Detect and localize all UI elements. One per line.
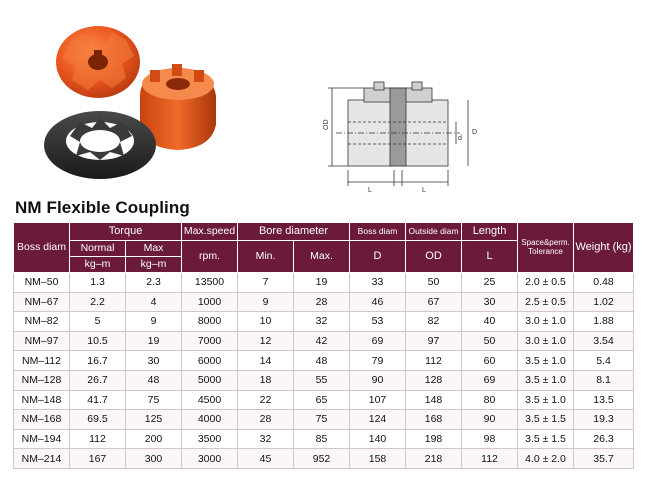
cell-weight: 1.02 <box>574 292 634 312</box>
spider-element <box>44 111 156 179</box>
cell-max-speed: 13500 <box>182 273 238 293</box>
header-boss-diam-col: Boss diam <box>350 223 406 241</box>
cell-length: 25 <box>462 273 518 293</box>
technical-drawing <box>318 70 488 198</box>
cell-tolerance: 3.5 ± 1.0 <box>518 390 574 410</box>
cell-max-speed: 5000 <box>182 370 238 390</box>
dim-label-l-left: L <box>368 187 372 194</box>
cell-length: 90 <box>462 410 518 430</box>
cell-bore-min: 32 <box>238 429 294 449</box>
cell-torque-normal: 26.7 <box>70 370 126 390</box>
cell-torque-normal: 2.2 <box>70 292 126 312</box>
cell-length: 112 <box>462 449 518 469</box>
cell-torque-normal: 10.5 <box>70 331 126 351</box>
product-photo <box>0 0 300 200</box>
cell-max-speed: 6000 <box>182 351 238 371</box>
cell-bore-max: 85 <box>294 429 350 449</box>
header-max: Max <box>126 241 182 257</box>
cell-bore-max: 48 <box>294 351 350 371</box>
cell-torque-max: 4 <box>126 292 182 312</box>
table-row <box>14 449 634 469</box>
cell-length: 98 <box>462 429 518 449</box>
header-torque: Torque <box>70 223 182 241</box>
cell-torque-normal: 167 <box>70 449 126 469</box>
cell-model: NM–214 <box>14 449 70 469</box>
cell-torque-max: 200 <box>126 429 182 449</box>
cell-boss-d: 158 <box>350 449 406 469</box>
cell-tolerance: 2.5 ± 0.5 <box>518 292 574 312</box>
cell-tolerance: 4.0 ± 2.0 <box>518 449 574 469</box>
cell-model: NM–148 <box>14 390 70 410</box>
header-max-speed: Max.speed <box>182 223 238 241</box>
cell-od: 198 <box>406 429 462 449</box>
cell-model: NM–194 <box>14 429 70 449</box>
cell-length: 80 <box>462 390 518 410</box>
header-kgm-normal: kg–m <box>70 257 126 273</box>
header-length: Length <box>462 223 518 241</box>
table-row <box>14 292 634 312</box>
cell-weight: 5.4 <box>574 351 634 371</box>
cell-bore-max: 55 <box>294 370 350 390</box>
cell-bore-max: 19 <box>294 273 350 293</box>
cell-bore-max: 32 <box>294 312 350 332</box>
cell-bore-min: 14 <box>238 351 294 371</box>
cell-bore-min: 22 <box>238 390 294 410</box>
table-row <box>14 331 634 351</box>
cell-model: NM–128 <box>14 370 70 390</box>
cell-boss-d: 107 <box>350 390 406 410</box>
header-l: L <box>462 241 518 273</box>
cell-tolerance: 3.5 ± 1.0 <box>518 351 574 371</box>
header-rpm: rpm. <box>182 241 238 273</box>
cell-bore-max: 952 <box>294 449 350 469</box>
cell-tolerance: 3.5 ± 1.5 <box>518 429 574 449</box>
cell-boss-d: 69 <box>350 331 406 351</box>
cell-bore-max: 75 <box>294 410 350 430</box>
cell-length: 50 <box>462 331 518 351</box>
cell-bore-min: 7 <box>238 273 294 293</box>
cell-torque-max: 2.3 <box>126 273 182 293</box>
cell-torque-normal: 69.5 <box>70 410 126 430</box>
cell-length: 40 <box>462 312 518 332</box>
cell-tolerance: 3.0 ± 1.0 <box>518 331 574 351</box>
cell-boss-d: 53 <box>350 312 406 332</box>
cell-weight: 35.7 <box>574 449 634 469</box>
header-od: OD <box>406 241 462 273</box>
table-row <box>14 410 634 430</box>
cell-bore-min: 12 <box>238 331 294 351</box>
cell-torque-normal: 5 <box>70 312 126 332</box>
cell-torque-normal: 112 <box>70 429 126 449</box>
cell-torque-normal: 1.3 <box>70 273 126 293</box>
cell-torque-max: 75 <box>126 390 182 410</box>
cell-torque-max: 48 <box>126 370 182 390</box>
cell-bore-max: 65 <box>294 390 350 410</box>
cell-model: NM–50 <box>14 273 70 293</box>
cell-max-speed: 4500 <box>182 390 238 410</box>
cell-bore-min: 9 <box>238 292 294 312</box>
dim-label-d-bore: d <box>458 135 462 142</box>
table-row <box>14 273 634 293</box>
cell-weight: 3.54 <box>574 331 634 351</box>
cell-torque-normal: 16.7 <box>70 351 126 371</box>
cell-bore-min: 10 <box>238 312 294 332</box>
header-kgm-max: kg–m <box>126 257 182 273</box>
header-boss-diam: Boss diam <box>14 223 70 273</box>
cell-length: 60 <box>462 351 518 371</box>
cell-bore-min: 18 <box>238 370 294 390</box>
spec-table <box>13 222 634 469</box>
cell-od: 67 <box>406 292 462 312</box>
cell-bore-min: 45 <box>238 449 294 469</box>
cell-model: NM–97 <box>14 331 70 351</box>
cell-boss-d: 90 <box>350 370 406 390</box>
table-row <box>14 351 634 371</box>
header-min-bore: Min. <box>238 241 294 273</box>
cell-od: 168 <box>406 410 462 430</box>
cell-weight: 19.3 <box>574 410 634 430</box>
cell-torque-max: 9 <box>126 312 182 332</box>
header-bore-diameter: Bore diameter <box>238 223 350 241</box>
cell-length: 30 <box>462 292 518 312</box>
cell-bore-max: 28 <box>294 292 350 312</box>
cell-boss-d: 33 <box>350 273 406 293</box>
cell-max-speed: 8000 <box>182 312 238 332</box>
cell-weight: 8.1 <box>574 370 634 390</box>
cell-bore-max: 42 <box>294 331 350 351</box>
cell-boss-d: 79 <box>350 351 406 371</box>
cell-model: NM–168 <box>14 410 70 430</box>
cell-od: 128 <box>406 370 462 390</box>
cell-max-speed: 1000 <box>182 292 238 312</box>
cell-weight: 0.48 <box>574 273 634 293</box>
cell-max-speed: 3500 <box>182 429 238 449</box>
dim-label-od: OD <box>323 119 330 130</box>
cell-od: 82 <box>406 312 462 332</box>
cell-od: 112 <box>406 351 462 371</box>
cell-weight: 13.5 <box>574 390 634 410</box>
document-title: NM Flexible Coupling <box>15 198 190 217</box>
cell-model: NM–67 <box>14 292 70 312</box>
cell-max-speed: 3000 <box>182 449 238 469</box>
cell-torque-max: 125 <box>126 410 182 430</box>
cell-od: 148 <box>406 390 462 410</box>
table-row <box>14 429 634 449</box>
cell-model: NM–112 <box>14 351 70 371</box>
header-outside-diam: Outside diam <box>406 223 462 241</box>
dim-label-d-outer: D <box>472 129 478 136</box>
header-boss-d: D <box>350 241 406 273</box>
hub-front <box>56 26 140 98</box>
cell-tolerance: 2.0 ± 0.5 <box>518 273 574 293</box>
cell-max-speed: 7000 <box>182 331 238 351</box>
spec-table-body <box>14 273 634 469</box>
cell-od: 97 <box>406 331 462 351</box>
cell-torque-normal: 41.7 <box>70 390 126 410</box>
table-row <box>14 390 634 410</box>
cell-torque-max: 300 <box>126 449 182 469</box>
header-weight: Weight (kg) <box>574 223 634 273</box>
cell-weight: 1.88 <box>574 312 634 332</box>
cell-boss-d: 124 <box>350 410 406 430</box>
cell-od: 218 <box>406 449 462 469</box>
cell-boss-d: 46 <box>350 292 406 312</box>
cell-od: 50 <box>406 273 462 293</box>
cell-length: 69 <box>462 370 518 390</box>
cell-max-speed: 4000 <box>182 410 238 430</box>
header-max-bore: Max. <box>294 241 350 273</box>
cell-tolerance: 3.5 ± 1.0 <box>518 370 574 390</box>
header-normal: Normal <box>70 241 126 257</box>
cell-tolerance: 3.0 ± 1.0 <box>518 312 574 332</box>
cell-boss-d: 140 <box>350 429 406 449</box>
header-space-tolerance: Space&perm. Tolerance <box>518 223 574 273</box>
table-row <box>14 312 634 332</box>
cell-torque-max: 30 <box>126 351 182 371</box>
cell-tolerance: 3.5 ± 1.5 <box>518 410 574 430</box>
cell-bore-min: 28 <box>238 410 294 430</box>
dim-label-l-right: L <box>422 187 426 194</box>
table-row <box>14 370 634 390</box>
cell-model: NM–82 <box>14 312 70 332</box>
cell-torque-max: 19 <box>126 331 182 351</box>
cell-weight: 26.3 <box>574 429 634 449</box>
